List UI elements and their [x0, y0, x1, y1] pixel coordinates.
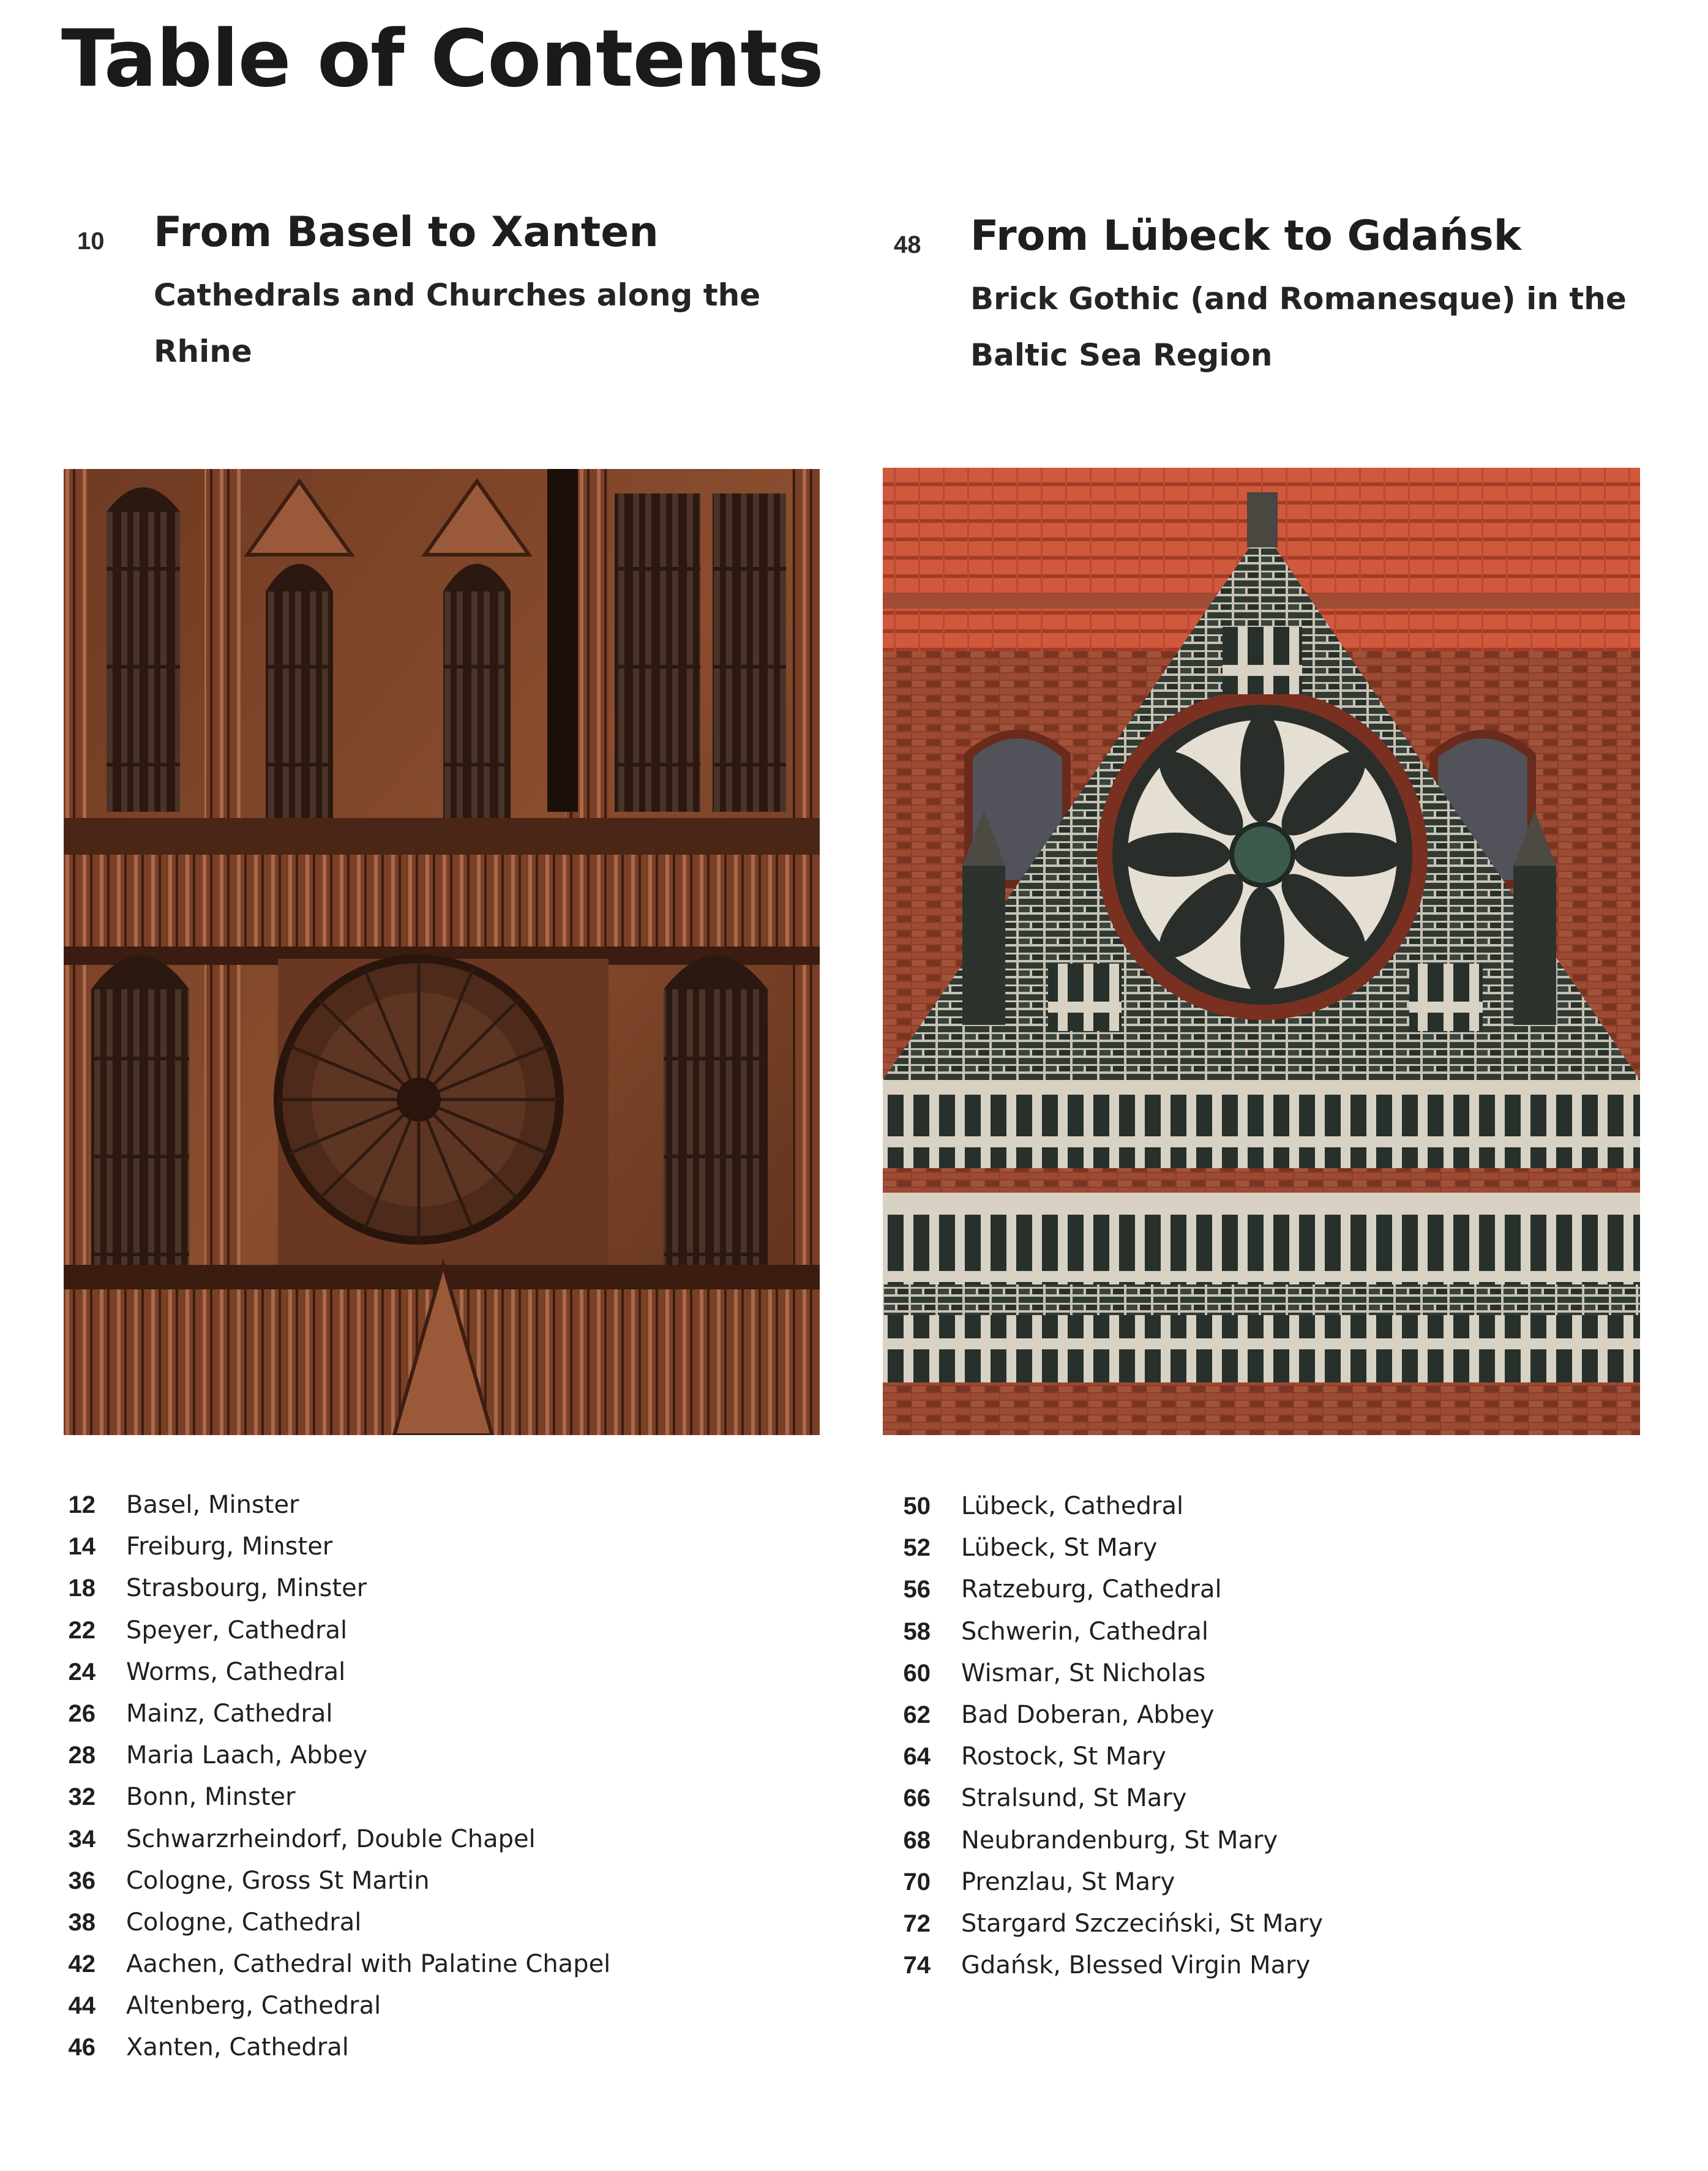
- entry-page-number: 36: [68, 1867, 96, 1894]
- entry-page-number: 28: [68, 1742, 96, 1769]
- entry-page-number: 58: [903, 1618, 931, 1645]
- entry-page-number: 24: [68, 1658, 96, 1685]
- brick-gothic-gable-photo: [883, 468, 1640, 1435]
- entry-label: Prenzlau, St Mary: [961, 1867, 1175, 1896]
- entry-label: Cologne, Cathedral: [126, 1908, 362, 1937]
- section-page-number: 48: [894, 231, 921, 258]
- entry-label: Worms, Cathedral: [126, 1657, 346, 1686]
- entry-label: Wismar, St Nicholas: [961, 1659, 1206, 1687]
- entry-label: Neubrandenburg, St Mary: [961, 1826, 1278, 1854]
- entry-page-number: 38: [68, 1908, 96, 1936]
- entry-label: Bonn, Minster: [126, 1783, 296, 1812]
- entry-page-number: 56: [903, 1576, 931, 1603]
- entry-label: Lübeck, Cathedral: [961, 1492, 1184, 1520]
- entry-label: Basel, Minster: [126, 1491, 299, 1519]
- entry-label: Strasbourg, Minster: [126, 1574, 367, 1603]
- entry-page-number: 44: [68, 1992, 96, 2020]
- entry-label: Xanten, Cathedral: [126, 2033, 349, 2062]
- entry-page-number: 74: [903, 1952, 931, 1979]
- entry-page-number: 62: [903, 1701, 931, 1728]
- entry-page-number: 64: [903, 1743, 931, 1771]
- entry-label: Bad Doberan, Abbey: [961, 1700, 1215, 1729]
- entry-label: Speyer, Cathedral: [126, 1616, 348, 1644]
- entry-label: Gdańsk, Blessed Virgin Mary: [961, 1951, 1311, 1980]
- entry-page-number: 50: [903, 1493, 931, 1520]
- entry-label: Ratzeburg, Cathedral: [961, 1575, 1222, 1604]
- entry-label: Stargard Szczeciński, St Mary: [961, 1909, 1323, 1938]
- entry-label: Stralsund, St Mary: [961, 1784, 1187, 1813]
- entry-page-number: 34: [68, 1825, 96, 1853]
- entry-page-number: 22: [68, 1616, 96, 1644]
- strasbourg-minster-facade-photo: [64, 469, 820, 1435]
- section-title: From Lübeck to Gdańsk: [970, 212, 1522, 260]
- entry-page-number: 66: [903, 1785, 931, 1812]
- entry-page-number: 14: [68, 1533, 96, 1561]
- entry-page-number: 72: [903, 1910, 931, 1937]
- entry-page-number: 12: [68, 1491, 96, 1518]
- entry-label: Aachen, Cathedral with Palatine Chapel: [126, 1950, 611, 1979]
- entry-label: Schwerin, Cathedral: [961, 1617, 1208, 1646]
- entry-label: Maria Laach, Abbey: [126, 1741, 368, 1770]
- entry-page-number: 32: [68, 1783, 96, 1811]
- section-title: From Basel to Xanten: [154, 208, 659, 257]
- entry-label: Schwarzrheindorf, Double Chapel: [126, 1824, 536, 1853]
- section-subtitle: Brick Gothic (and Romanesque) in the Baltic Sea Region: [970, 281, 1627, 373]
- entry-label: Freiburg, Minster: [126, 1532, 333, 1561]
- entry-page-number: 42: [68, 1951, 96, 1978]
- entry-page-number: 26: [68, 1700, 96, 1727]
- entry-page-number: 68: [903, 1826, 931, 1854]
- entry-label: Altenberg, Cathedral: [126, 1992, 381, 2020]
- entry-page-number: 70: [903, 1868, 931, 1895]
- entry-label: Mainz, Cathedral: [126, 1699, 333, 1728]
- entry-page-number: 18: [68, 1575, 96, 1602]
- entry-page-number: 52: [903, 1534, 931, 1562]
- entry-label: Lübeck, St Mary: [961, 1534, 1158, 1562]
- entry-page-number: 60: [903, 1659, 931, 1687]
- section-page-number: 10: [77, 228, 105, 255]
- entry-label: Rostock, St Mary: [961, 1742, 1166, 1771]
- section-subtitle: Cathedrals and Churches along the Rhine: [154, 277, 761, 369]
- entry-label: Cologne, Gross St Martin: [126, 1866, 430, 1895]
- entry-page-number: 46: [68, 2034, 96, 2061]
- page-title: Table of Contents: [61, 13, 823, 105]
